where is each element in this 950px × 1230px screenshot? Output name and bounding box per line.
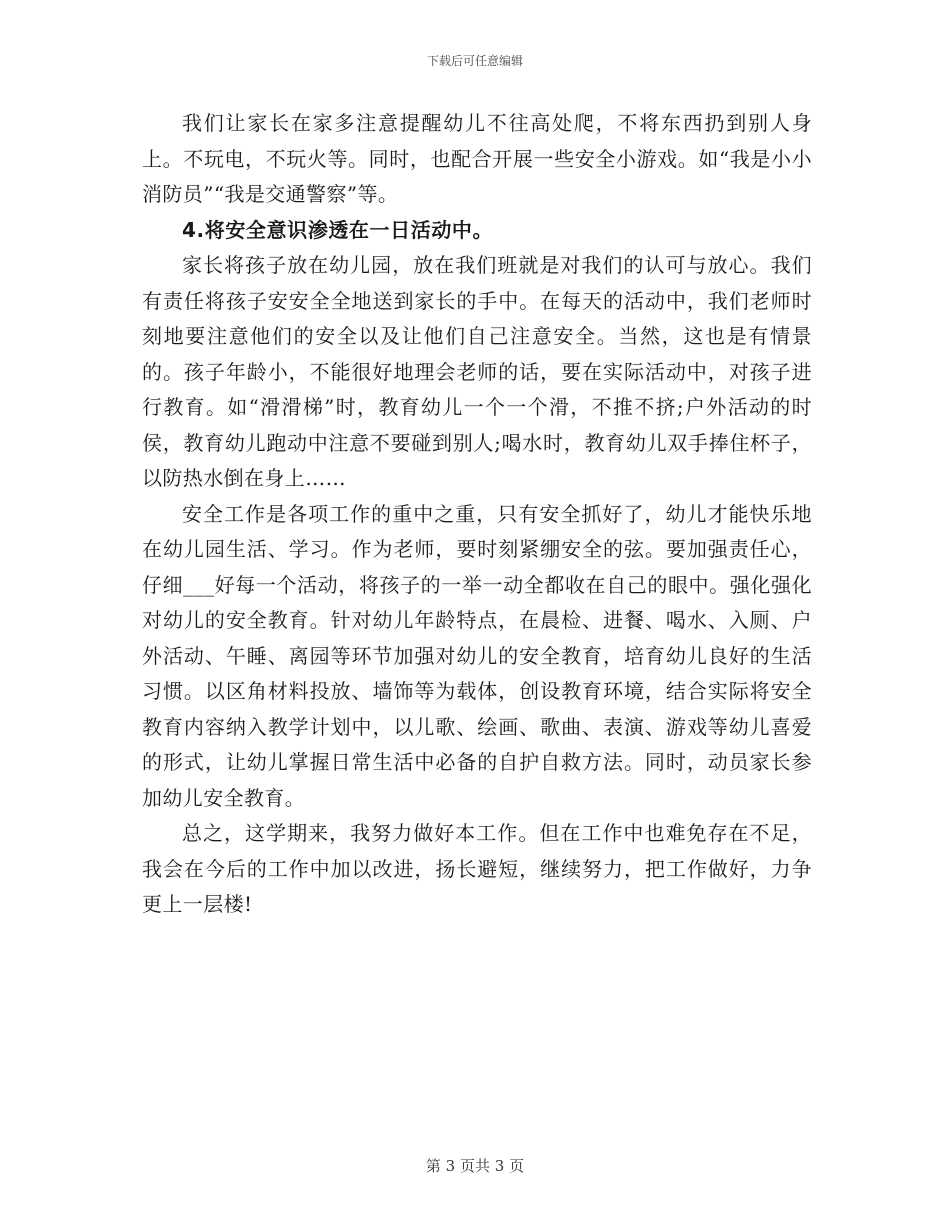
paragraph-parent-reminders: 我们让家长在家多注意提醒幼儿不往高处爬，不将东西扔到别人身上。不玩电，不玩火等。同时，也配合开展一些安全小游戏。如“我是小小消防员”“我是交通警察”等。 bbox=[142, 111, 812, 206]
page-number: 第 3 页共 3 页 bbox=[425, 1157, 525, 1175]
paragraph-safety-priority: 安全工作是各项工作的重中之重，只有安全抓好了，幼儿才能快乐地在幼儿园生活、学习。作为老师，要时刻紧绷安全的弦。要加强责任心，仔细___好每一个活动，将孩子的一举一动全都收在自己的眼中。强化强化对幼儿的安全教育。针对幼儿年龄特点，在晨检、进餐、喝水、入厕、户外活动、午睡、离园等环节加强对幼儿的安全教育，培育幼儿良好的生活习惯。以区角材料投放、墙饰等为载体，创设教育环境，结合实际将安全教育内容纳入教学计划中，以儿歌、绘画、歌曲、表演、游戏等幼儿喜爱的形式，让幼儿掌握日常生活中必备的自护自救方法。同时，动员家长参加幼儿安全教育。 bbox=[142, 501, 812, 810]
paragraph-conclusion: 总之，这学期来，我努力做好本工作。但在工作中也难免存在不足，我会在今后的工作中加以改进，扬长避短，继续努力，把工作做好，力争更上一层楼! bbox=[142, 821, 812, 916]
document-body bbox=[142, 106, 812, 923]
paragraph-daily-activities: 家长将孩子放在幼儿园，放在我们班就是对我们的认可与放心。我们有责任将孩子安安全全地送到家长的手中。在每天的活动中，我们老师时刻地要注意他们的安全以及让他们自己注意安全。当然，这也是有情景的。孩子年龄小，不能很好地理会老师的话，要在实际活动中，对孩子进行教育。如“滑滑梯”时，教育幼儿一个一个滑，不推不挤;户外活动的时侯，教育幼儿跑动中注意不要碰到别人;喝水时，教育幼儿双手捧住杯子，以防热水倒在身上…… bbox=[142, 253, 812, 490]
page-header-note: 下载后可任意编辑 bbox=[426, 54, 523, 68]
section-heading: 4.将安全意识渗透在一日活动中。 bbox=[182, 217, 494, 242]
